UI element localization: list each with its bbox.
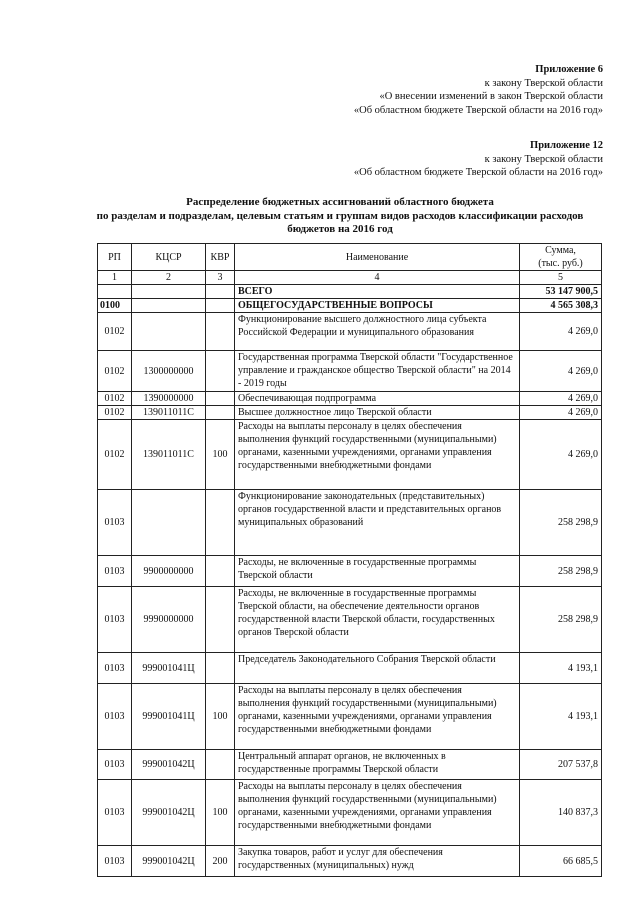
row-kvr: [206, 392, 235, 406]
row-sum: 258 298,9: [520, 587, 602, 653]
row-rp: 0102: [98, 351, 132, 392]
appendix-6-line: к закону Тверской области: [484, 77, 603, 89]
row-name: Закупка товаров, работ и услуг для обеспечения государственных (муниципальных) нужд: [235, 846, 520, 877]
row-kvr: 200: [206, 846, 235, 877]
row-kcsr: [132, 490, 206, 556]
row-rp: 0100: [98, 299, 132, 313]
row-name: Расходы, не включенные в государственные программы Тверской области, на обеспечение деятельности органов государственной власти Тверской области, государственных органов Тверской области: [235, 587, 520, 653]
row-sum: 4 193,1: [520, 653, 602, 684]
row-sum: 258 298,9: [520, 490, 602, 556]
row-kcsr: 1300000000: [132, 351, 206, 392]
row-kvr: [206, 313, 235, 351]
row-kvr: [206, 299, 235, 313]
appendix-6-line: «Об областном бюджете Тверской области на 2016 год»: [353, 104, 603, 116]
row-sum: 66 685,5: [520, 846, 602, 877]
table-row: [98, 780, 602, 846]
table-row: [98, 490, 602, 556]
row-kvr: 100: [206, 780, 235, 846]
row-kvr: 100: [206, 684, 235, 750]
row-kvr: [206, 406, 235, 420]
row-name: Председатель Законодательного Собрания Тверской области: [235, 653, 520, 684]
row-kvr: [206, 556, 235, 587]
row-kcsr: 139011011С: [132, 406, 206, 420]
header-kvr: КВР: [206, 244, 235, 271]
row-name: ОБЩЕГОСУДАРСТВЕННЫЕ ВОПРОСЫ: [235, 299, 520, 313]
row-kvr: [206, 587, 235, 653]
table-row: [98, 556, 602, 587]
table-row: [98, 351, 602, 392]
row-rp: 0102: [98, 392, 132, 406]
row-rp: 0103: [98, 780, 132, 846]
col-number: 4: [235, 271, 520, 285]
column-numbers-row: [98, 271, 602, 285]
row-rp: 0102: [98, 313, 132, 351]
appendix-12-line: к закону Тверской области: [484, 153, 603, 165]
header-sum: [520, 244, 602, 271]
row-name: Обеспечивающая подпрограмма: [235, 392, 520, 406]
row-rp: 0102: [98, 406, 132, 420]
row-name: Расходы на выплаты персоналу в целях обеспечения выполнения функций государственными (муниципальными) органами, казенными учреждениями, органами управления государственными внебюджетными фондами: [235, 684, 520, 750]
row-rp: 0103: [98, 556, 132, 587]
table-row: [98, 420, 602, 490]
row-sum: 53 147 900,5: [520, 285, 602, 299]
appendix-6-title: Приложение 6: [535, 64, 603, 75]
row-kvr: [206, 490, 235, 556]
col-number: 2: [132, 271, 206, 285]
table-row: [98, 684, 602, 750]
row-kcsr: 999001041Ц: [132, 684, 206, 750]
row-rp: 0103: [98, 490, 132, 556]
row-kcsr: [132, 299, 206, 313]
row-name: Высшее должностное лицо Тверской области: [235, 406, 520, 420]
col-number: 1: [98, 271, 132, 285]
title-line: Распределение бюджетных ассигнований областного бюджета: [186, 196, 494, 208]
row-kcsr: 9900000000: [132, 556, 206, 587]
row-kvr: 100: [206, 420, 235, 490]
appendix-12-line: «Об областном бюджете Тверской области на 2016 год»: [353, 167, 603, 178]
row-rp: [98, 285, 132, 299]
row-kvr: [206, 653, 235, 684]
row-name: ВСЕГО: [235, 285, 520, 299]
row-kvr: [206, 750, 235, 780]
table-row: [98, 846, 602, 877]
row-name: Функционирование высшего должностного лица субъекта Российской Федерации и муниципального образования: [235, 313, 520, 351]
row-kcsr: [132, 313, 206, 351]
header-kcsr: КЦСР: [132, 244, 206, 271]
title-line: бюджетов на 2016 год: [287, 223, 393, 235]
title-line: по разделам и подразделам, целевым статьям и группам видов расходов классификации расходов: [96, 209, 584, 222]
row-sum: 4 269,0: [520, 351, 602, 392]
appendix-12-header: [354, 139, 603, 180]
header-rp: РП: [98, 244, 132, 271]
row-sum: 4 269,0: [520, 406, 602, 420]
row-name: Расходы на выплаты персоналу в целях обеспечения выполнения функций государственными (муниципальными) органами, казенными учреждениями, органами управления государственными внебюджетными фондами: [235, 420, 520, 490]
row-sum: 4 193,1: [520, 684, 602, 750]
row-rp: 0103: [98, 684, 132, 750]
row-kvr: [206, 285, 235, 299]
row-rp: 0103: [98, 587, 132, 653]
table-row: [98, 313, 602, 351]
row-sum: 258 298,9: [520, 556, 602, 587]
table-body: [98, 285, 602, 877]
table-row: [98, 406, 602, 420]
row-kvr: [206, 351, 235, 392]
row-name: Расходы, не включенные в государственные программы Тверской области: [235, 556, 520, 587]
row-kcsr: 999001042Ц: [132, 780, 206, 846]
row-name: Центральный аппарат органов, не включенных в государственные программы Тверской области: [235, 750, 520, 780]
row-name: Государственная программа Тверской области "Государственное управление и гражданское общество Тверской области" на 2014 - 2019 годы: [235, 351, 520, 392]
row-sum: 4 269,0: [520, 420, 602, 490]
header-sum-line1: Сумма,: [545, 245, 576, 256]
table-row: [98, 750, 602, 780]
appendix-6-header: [354, 63, 603, 117]
row-name: Функционирование законодательных (представительных) органов государственной власти и представительных органов муниципальных образований: [235, 490, 520, 556]
row-sum: 4 269,0: [520, 313, 602, 351]
row-kcsr: [132, 285, 206, 299]
row-kcsr: 1390000000: [132, 392, 206, 406]
table-header-row: [98, 244, 602, 271]
budget-table: [97, 243, 602, 877]
table-row: [98, 392, 602, 406]
row-kcsr: 139011011С: [132, 420, 206, 490]
row-sum: 207 537,8: [520, 750, 602, 780]
row-sum: 4 565 308,3: [520, 299, 602, 313]
col-number: 5: [520, 271, 602, 285]
row-kcsr: 999001041Ц: [132, 653, 206, 684]
table-row: [98, 587, 602, 653]
row-kcsr: 999001042Ц: [132, 750, 206, 780]
row-kcsr: 999001042Ц: [132, 846, 206, 877]
table-row: [98, 653, 602, 684]
document-title: [60, 196, 620, 237]
row-sum: 140 837,3: [520, 780, 602, 846]
row-sum: 4 269,0: [520, 392, 602, 406]
appendix-12-title: Приложение 12: [530, 140, 603, 151]
row-name: Расходы на выплаты персоналу в целях обеспечения выполнения функций государственными (муниципальными) органами, казенными учреждениями, органами управления государственными внебюджетными фондами: [235, 780, 520, 846]
table-row: [98, 299, 602, 313]
row-rp: 0103: [98, 846, 132, 877]
appendix-6-line: «О внесении изменений в закон Тверской области: [379, 91, 603, 102]
header-sum-line2: (тыс. руб.): [538, 258, 583, 269]
row-rp: 0102: [98, 420, 132, 490]
row-rp: 0103: [98, 750, 132, 780]
row-rp: 0103: [98, 653, 132, 684]
col-number: 3: [206, 271, 235, 285]
header-name: Наименование: [235, 244, 520, 271]
table-row: [98, 285, 602, 299]
row-kcsr: 9990000000: [132, 587, 206, 653]
